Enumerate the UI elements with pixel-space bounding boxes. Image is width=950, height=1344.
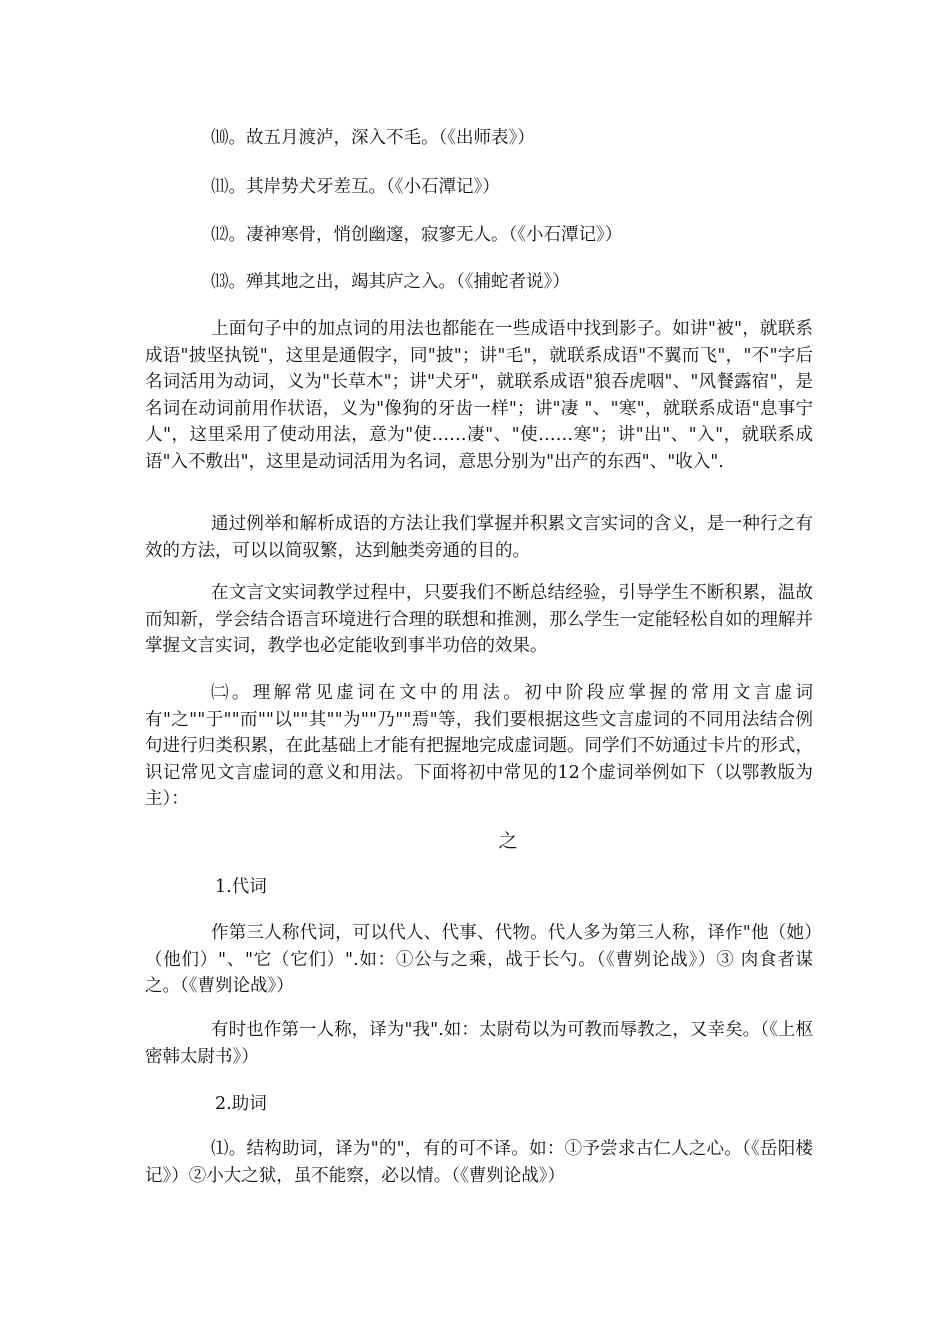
paragraph-idioms: 上面句子中的加点词的用法也都能在一些成语中找到影子。如讲"被"，就联系成语"披坚执锐"，这里是通假字，同"披"；讲"毛"，就联系成语"不翼而飞"，"不"字后名词活用为动词，义为"长草木"；讲"犬牙"，就联系成语"狼吞虎咽"、"风餐露宿"，是名词在动词前用作状语，义为"像狗的牙齿一样"；讲"凄 "、"寒"，就联系成语"息事宁人"，这里采用了使动用法，意为"使……凄"、"使……寒"；讲"出"、"入"，就联系成语"入不敷出"，这里是动词活用为名词，意思分别为"出产的东西"、"收入". [145,319,813,472]
heading-zhi: 之 [498,830,518,852]
example-line-11: ⑾。其岸势犬牙差互。（《小石潭记》） [211,177,500,197]
example-line-13: ⒀。殚其地之出，竭其庐之入。（《捕蛇者说》） [211,272,570,292]
paragraph-third-person: 作第三人称代词，可以代人、代事、代物。代人多为第三人称，译作"他（她）（他们）"、"它（它们）".如：①公与之乘，战于长勺。（《曹刿论战》）③ 肉食者谋之。（《曹刿论战》） [145,923,813,996]
paragraph-first-person: 有时也作第一人称，译为"我".如：太尉苟以为可教而辱教之，又幸矣。（《上枢密韩太尉书》） [145,1020,813,1067]
subheading-pronoun: 1.代词 [215,877,267,897]
subheading-auxiliary: 2.助词 [215,1094,267,1114]
example-line-12: ⑿。凄神寒骨，悄创幽邃，寂寥无人。（《小石潭记》） [211,225,623,245]
paragraph-function-words: ㈡。理解常见虚词在文中的用法。初中阶段应掌握的常用文言虚词有"之""于""而""以""其""为""乃""焉"等，我们要根据这些文言虚词的不同用法结合例句进行归类积累，在此基础上才能有把握地完成虚词题。同学们不妨通过卡片的形式，识记常见文言虚词的意义和用法。下面将初中常见的12个虚词举例如下（以鄂教版为主）： [145,683,813,809]
paragraph-teaching: 在文言文实词教学过程中，只要我们不断总结经验，引导学生不断积累，温故而知新，学会结合语言环境进行合理的联想和推测，那么学生一定能轻松自如的理解并掌握文言实词，教学也必定能收到事半功倍的效果。 [145,583,813,656]
example-line-10: ⑽。故五月渡泸，深入不毛。（《出师表》） [211,128,535,148]
paragraph-structural: ⑴。结构助词，译为"的"，有的可不译。如：①予尝求古仁人之心。（《岳阳楼记》）②小大之狱，虽不能察，必以情。（《曹刿论战》） [145,1139,813,1186]
paragraph-method: 通过例举和解析成语的方法让我们掌握并积累文言实词的含义，是一种行之有效的方法，可以以简驭繁，达到触类旁通的目的。 [145,514,813,561]
